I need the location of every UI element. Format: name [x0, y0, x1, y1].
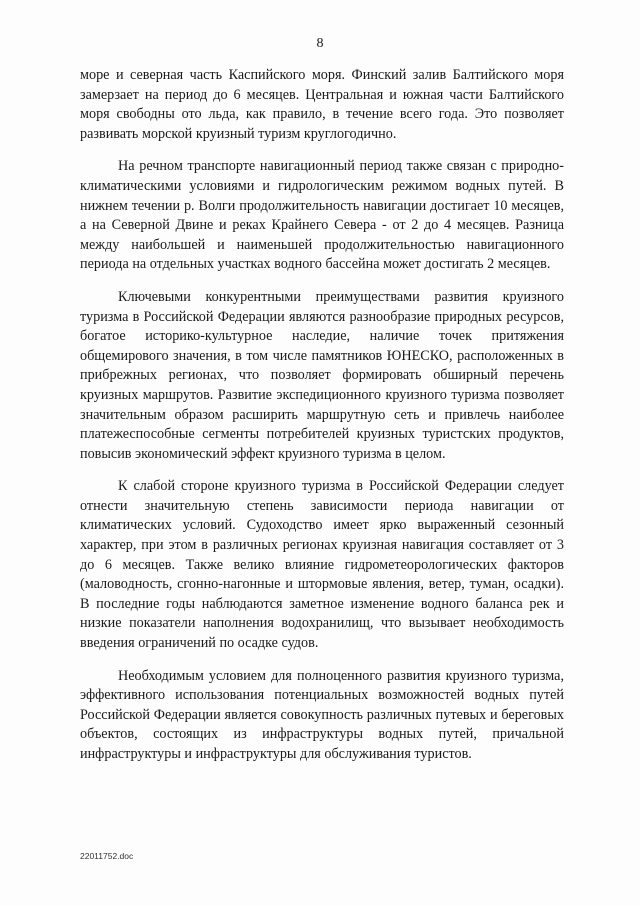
paragraph-advantages: Ключевыми конкурентными преимуществами развития круизного туризма в Российской Федерации являются разнообразие природных ресурсов, богатое историко-культурное наследие, наличие точек притяжения общемирового значения, в том числе памятников ЮНЕСКО, расположенных в прибрежных регионах, что позволяет формировать обширный перечень круизных маршрутов. Развитие экспедиционного круизного туризма позволяет значительным образом расширить маршрутную сеть и привлечь наиболее платежеспособные сегменты потребителей круизных туристских продуктов, повысив экономический эффект круизного туризма в целом. — [80, 288, 564, 462]
paragraph-river-navigation: На речном транспорте навигационный период также связан с природно-климатическими условиями и гидрологическим режимом водных путей. В нижнем течении р. Волги продолжительность навигации достигает 10 месяцев, а на Северной Двине и реках Крайнего Севера - от 2 до 4 месяцев. Разница между наибольшей и наименьшей продолжительностью навигационного периода на отдельных участках водного бассейна может достигать 2 месяцев. — [80, 158, 564, 273]
footer-filename: 22011752.doc — [80, 851, 134, 861]
page-number: 8 — [316, 36, 324, 51]
paragraph-infrastructure: Необходимым условием для полноценного развития круизного туризма, эффективного использования потенциальных возможностей водных путей Российской Федерации является совокупность различных путевых и береговых объектов, состоящих из инфраструктуры водных путей, причальной инфраструктуры и инфраструктуры для обслуживания туристов. — [80, 667, 564, 762]
document-body — [80, 66, 564, 778]
paragraph-continuation: море и северная часть Каспийского моря. Финский залив Балтийского моря замерзает на период до 6 месяцев. Центральная и южная части Балтийского моря свободны ото льда, как правило, в течение всего года. Это позволяет развивать морской круизный туризм круглогодично. — [80, 67, 564, 142]
paragraph-weaknesses: К слабой стороне круизного туризма в Российской Федерации следует отнести значительную степень зависимости периода навигации от климатических условий. Судоходство имеет ярко выраженный сезонный характер, при этом в различных регионах круизная навигация составляет от 3 до 6 месяцев. Также велико влияние гидрометеорологических факторов (маловодность, сгонно-нагонные и штормовые явления, ветер, туман, осадки). В последние годы наблюдаются заметное изменение водного баланса рек и низкие показатели наполнения водохранилищ, что вызывает необходимость введения ограничений по осадке судов. — [80, 478, 564, 652]
